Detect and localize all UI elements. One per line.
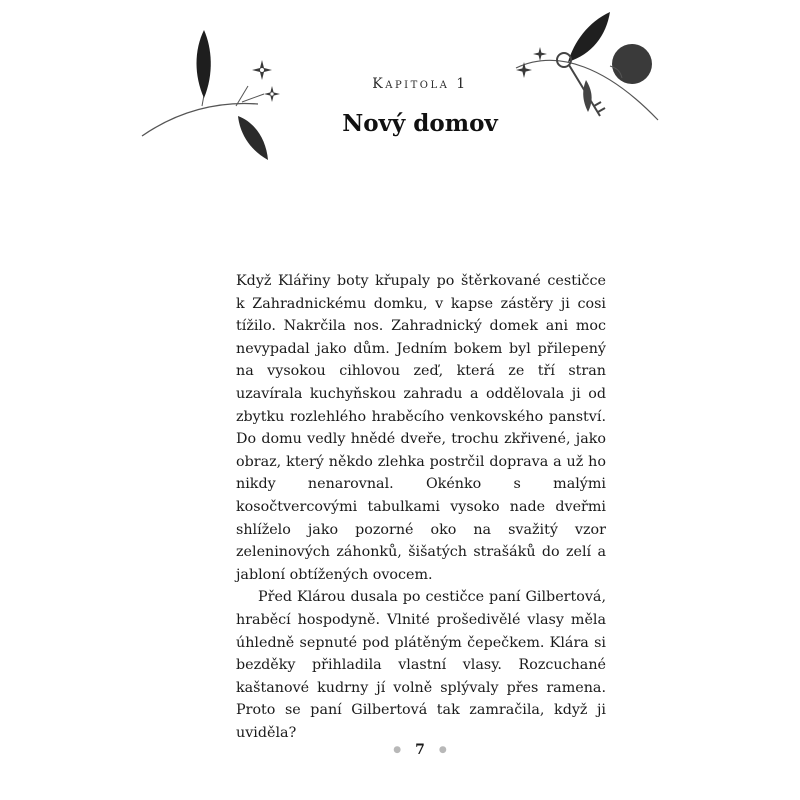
chapter-body [236, 270, 606, 744]
paragraph: Když Klářiny boty křupaly po štěrkované cestičce k Zahradnickému domku, v kapse zástěry ji cosi tížilo. Nakrčila nos. Zahradnický domek ani moc nevypadal jako dům. Jedním bokem byl přilepený na vysokou cihlovou zeď, která ze tří stran uzavírala kuchyňskou zahradu a oddělovala ji od zbytku rozlehlého hraběcího venkovského panství. Do domu vedly hnědé dveře, trochu zkřivené, jako obraz, který někdo zlehka postrčil doprava a už ho nikdy nenarovnal. Okénko s malými kosočtvercovými tabulkami vysoko nade dveřmi shlíželo jako pozorné oko na svažitý vzor zeleninových záhonků, šišatých strašáků do zelí a jabloní obtížených ovocem. [236, 273, 606, 583]
paragraph: Před Klárou dusala po cestičce paní Gilbertová, hraběcí hospodyně. Vlnité prošedivělé vlasy měla úhledně sepnuté pod plátěným čepečkem. Klára si bezděky přihladila vlastní vlasy. Rozcuchané kaštanové kudrny jí volně splývaly přes ramena. Proto se paní Gilbertová tak zamračila, když ji uviděla? [236, 589, 606, 741]
page-footer [0, 742, 800, 758]
chapter-title: Nový domov [342, 110, 498, 137]
page-number: 7 [415, 742, 425, 758]
bullet-dot-icon: ● [438, 745, 447, 755]
flower-icon [533, 47, 547, 61]
bullet-dot-icon: ● [393, 745, 402, 755]
chapter-label: Kapitola 1 [372, 76, 468, 92]
leaf-sprig-illustration [138, 26, 288, 166]
